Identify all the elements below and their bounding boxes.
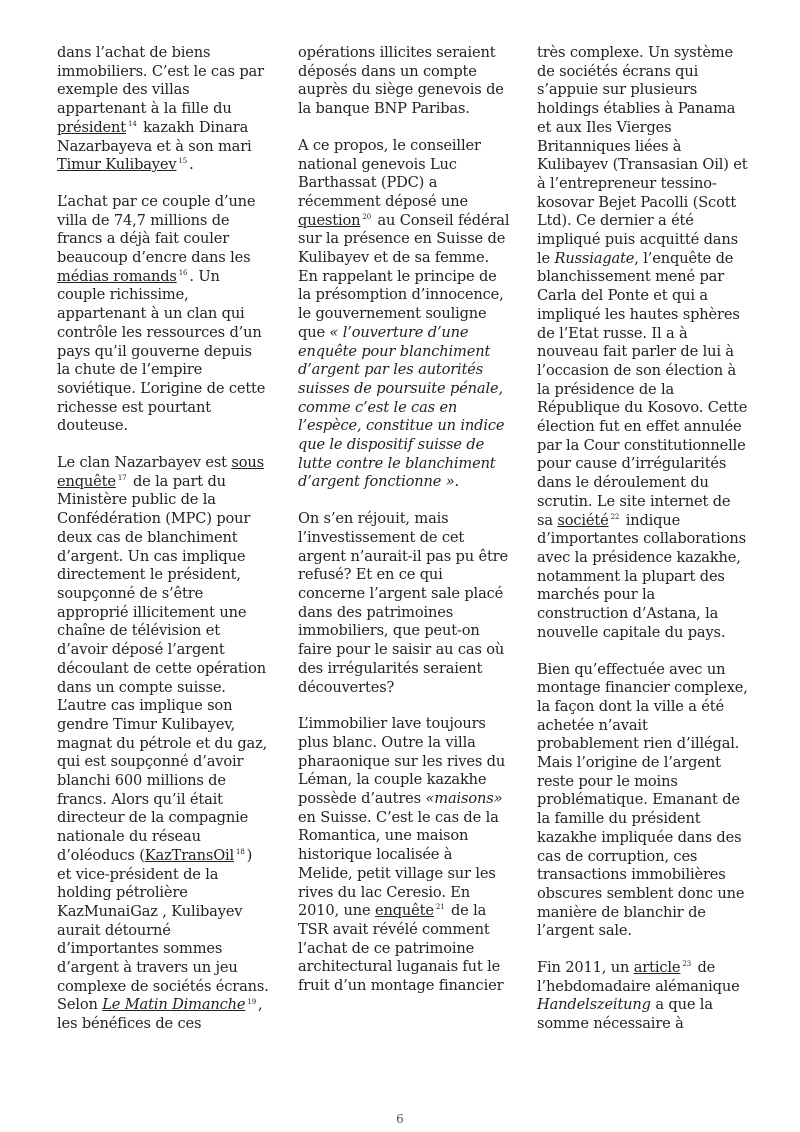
paragraph [298,137,510,492]
link-medias-romands[interactable]: médias romands [57,267,177,285]
body-text: très complexe. Un système de sociétés écrans qui s’appuie sur plusieurs holdings établies à Panama et aux Iles Vierges Britanniques liées à Kulibayev (Transasian Oil) et à l’entrepreneur tessino-kosovar Bejet Pacolli (Scott Ltd). Ce dernier a été impliqué puis acquitté dans le [537,44,748,267]
paragraph [57,193,269,436]
link-president[interactable]: président [57,118,127,136]
paragraph: Bien qu’effectuée avec un montage financier complexe, la façon dont la ville a été achetée n’avait probablement rien d’illégal. Mais l’origine de l’argent reste pour le moins problématique. Emanant de la famille du président kazakhe impliquée dans des cas de corruption, ces transactions immobilières obscures semblent donc une manière de blanchir de l’argent sale. [537,660,748,940]
body-text: Fin 2011, un [537,959,634,977]
paragraph: opérations illicites seraient déposés dans un compte auprès du siège genevois de la banque BNP Paribas. [298,44,504,118]
body-text: dans l’achat de biens immobiliers. C’est le cas par exemple des villas appartenant à la fille du [57,44,264,118]
column-3 [537,44,749,1052]
body-text: . [189,156,194,174]
footnote-ref[interactable]: 17 [117,473,127,482]
paragraph [298,715,510,996]
paragraph [537,44,749,643]
quotation: «maisons» [425,790,503,808]
link-societe[interactable]: société [557,511,609,529]
body-text: Le clan Nazarbayev est [57,454,232,472]
emphasis-handelszeitung: Handelszeitung [537,996,651,1014]
body-text: de l’hebdomadaire alémanique [537,959,740,995]
footnote-ref[interactable]: 19 [247,997,256,1006]
body-text: au Conseil fédéral sur la présence en Suisse de Kulibayev et de sa femme. En rappelant le principe de la présomption d’innocence, le gouvernement souligne que [298,211,510,341]
footnote-ref[interactable]: 16 [178,268,188,277]
body-text: en Suisse. C’est le cas de la Romantica, une maison historique localisée à Melide, petit village sur les rives du lac Ceresio. En 2010, une [298,808,499,920]
body-text: kazakh Dinara Nazarbayeva et à son mari [57,118,252,155]
footnote-ref[interactable]: 14 [128,119,137,128]
body-text: de la part du Ministère public de la Confédération (MPC) pour deux cas de blanchiment d’argent. Un cas implique directement le président, soupçonné de s’être approprié illicitement une chaîne de télévision et d’avoir déposé l’argent découlant de cette opération dans un compte suisse. L’autre cas implique son gendre Timur Kulibayev, magnat du pétrole et du gaz, qui est soupçonné d’avoir blanchi 600 millions de francs. Alors qu’il était directeur de la compagnie nationale du réseau d’oléoducs ( [57,472,268,864]
link-le-matin-dimanche[interactable]: Le Matin Dimanche [102,996,246,1014]
emphasis-russiagate: Russiagate [554,249,635,267]
body-text: ) et vice-président de la holding pétrolière KazMunaiGaz , Kulibayev aurait détourné d’importantes sommes d’argent à travers un jeu complexe de sociétés écrans. Selon [57,846,269,1014]
body-text: , l’enquête de blanchissement mené par Carla del Ponte et qui a impliqué les hautes sphères de l’Etat russe. Il a à nouveau fait parler de lui à l’occasion de son élection à la présidence de la République du Kosovo. Cette élection fut en effet annulée par la Cour constitutionnelle pour cause d’irrégularités dans le déroulement du scrutin. Le site internet de sa [537,249,748,529]
link-article[interactable]: article [633,959,681,977]
body-text: de la TSR avait révélé comment l’achat de ce patrimoine architectural luganais fut le fruit d’un montage financier [298,902,504,995]
body-text: L’achat par ce couple d’une villa de 74,7 millions de francs a déjà fait couler beaucoup d’encre dans les [57,192,256,267]
body-text: , les bénéfices de ces [57,996,263,1033]
footnote-ref[interactable]: 20 [362,212,371,221]
column-1 [57,44,269,1052]
footnote-ref[interactable]: 22 [610,512,620,521]
link-kaztransoil[interactable]: KazTransOil [144,846,235,864]
link-question[interactable]: question [298,211,361,229]
footnote-ref[interactable]: 15 [178,157,188,166]
footnote-ref[interactable]: 21 [435,903,445,912]
link-enquete[interactable]: enquête [375,902,434,920]
column-2 [298,44,510,1014]
body-text: . Un couple richissime, appartenant à un clan qui contrôle les ressources d’un pays qu’il gouverne depuis la chute de l’empire soviétique. L’origine de cette richesse est pourtant douteuse. [57,267,266,435]
link-timur-kulibayev[interactable]: Timur Kulibayev [57,156,177,174]
body-text: L’immobilier lave toujours plus blanc. Outre la villa pharaonique sur les rives du Léman, la couple kazakhe possède d’autres [298,715,506,808]
footnote-ref[interactable]: 23 [682,960,691,969]
body-text: a que la somme nécessaire à [537,996,713,1033]
paragraph [57,454,269,1034]
footnote-ref[interactable]: 18 [236,847,245,856]
paragraph: On s’en réjouit, mais l’investissement de cet argent n’aurait-il pas pu être refusé? Et en ce qui concerne l’argent sale placé dans des patrimoines immobiliers, que peut-on faire pour le saisir au cas où des irrégularités seraient découvertes? [298,510,508,696]
quotation: « l’ouverture d’une enquête pour blanchiment d’argent par les autorités suisses de poursuite pénale, comme c’est le cas en l’espèce, constitue un indice que le dispositif suisse de lutte contre le blanchiment d’argent fonctionne » [298,323,505,491]
body-text: A ce propos, le conseiller national genevois Luc Barthassat (PDC) a récemment déposé une [298,136,481,210]
body-text: indique d’importantes collaborations avec la présidence kazakhe, notamment la plupart des marchés pour la construction d’Astana, la nouvelle capitale du pays. [537,511,746,641]
link-sous-enquete[interactable]: sous enquête [57,454,264,490]
body-text: . [454,473,459,491]
page-number: 6 [396,1112,404,1126]
paragraph [57,44,269,175]
paragraph [537,959,749,1034]
